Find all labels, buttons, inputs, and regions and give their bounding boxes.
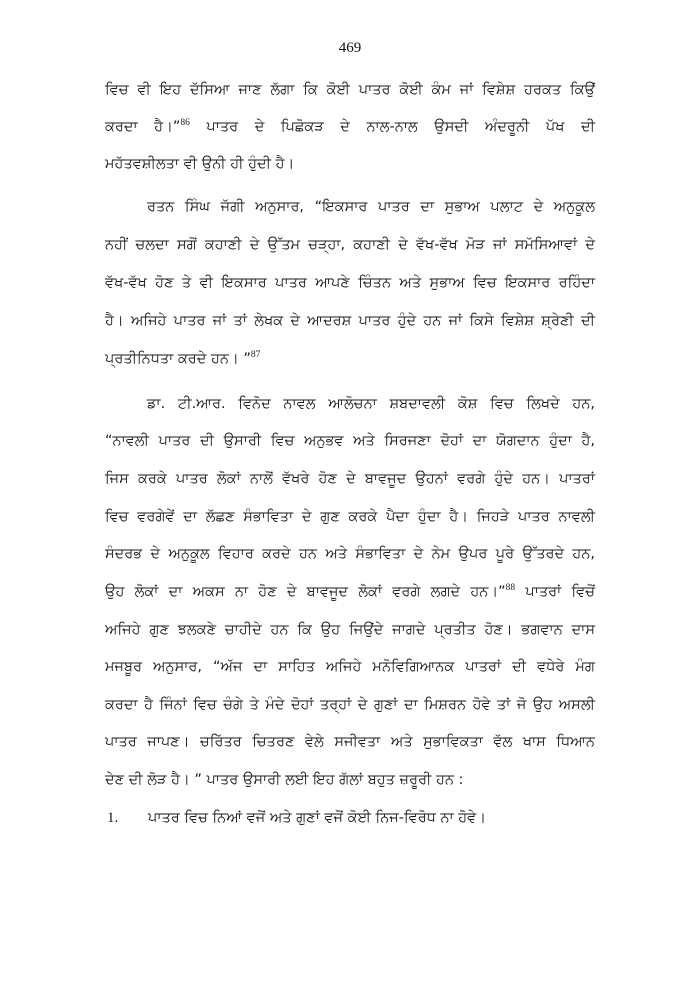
text-line: ਕਰਦਾ ਹੈ ਜਿੰਨਾਂ ਵਿਚ ਚੰਗੇ ਤੇ ਮੰਦੇ ਦੋਹਾਂ ਤਰ੍ਹਾਂ ਦੇ ਗੁਣਾਂ ਦਾ ਮਿਸ਼ਰਨ ਹੋਵੇ ਤਾਂ ਜੋ ਉਹ ਅਸਲੀ (105, 697, 595, 713)
text-line: ਵੱਖ-ਵੱਖ ਹੋਣ ਤੇ ਵੀ ਇਕਸਾਰ ਪਾਤਰ ਆਪਣੇ ਚਿੰਤਨ ਅਤੇ ਸੁਭਾਅ ਵਿਚ ਇਕਸਾਰ ਰਹਿੰਦਾ (105, 275, 595, 291)
text-line: ਜਿਸ ਕਰਕੇ ਪਾਤਰ ਲੋਕਾਂ ਨਾਲੋਂ ਵੱਖਰੇ ਹੋਣ ਦੇ ਬਾਵਜੂਦ ਉਹਨਾਂ ਵਰਗੇ ਹੁੰਦੇ ਹਨ। ਪਾਤਰਾਂ (105, 471, 595, 487)
text-line: ਮਹੱਤਵਸ਼ੀਲਤਾ ਵੀ ਉਨੀ ਹੀ ਹੁੰਦੀ ਹੈ। (105, 156, 295, 172)
text-line: ਹੈ। ਅਜਿਹੇ ਪਾਤਰ ਜਾਂ ਤਾਂ ਲੇਖਕ ਦੇ ਆਦਰਸ਼ ਪਾਤਰ ਹੁੰਦੇ ਹਨ ਜਾਂ ਕਿਸੇ ਵਿਸ਼ੇਸ਼ ਸ਼੍ਰੇਣੀ ਦੀ (105, 313, 595, 329)
text-segment: ਉਹ ਲੋਕਾਂ ਦਾ ਅਕਸ ਨਾ ਹੋਣ ਦੇ ਬਾਵਜੂਦ ਲੋਕਾਂ ਵਰਗੇ ਲਗਦੇ ਹਨ।” (105, 584, 506, 600)
text-segment: ਪਾਤਰਾਂ ਵਿਚੋਂ (515, 584, 595, 600)
text-line: ਦੇਣ ਦੀ ਲੋੜ ਹੈ। ” ਪਾਤਰ ਉਸਾਰੀ ਲਈ ਇਹ ਗੱਲਾਂ ਬਹੁਤ ਜ਼ਰੂਰੀ ਹਨ : (105, 772, 464, 788)
text-line (105, 582, 595, 602)
text-line: ਵਿਚ ਵੀ ਇਹ ਦੱਸਿਆ ਜਾਣ ਲੱਗਾ ਕਿ ਕੋਈ ਪਾਤਰ ਕੋਈ ਕੰਮ ਜਾਂ ਵਿਸ਼ੇਸ਼ ਹਰਕਤ ਕਿਉਂ (105, 82, 595, 98)
text-segment: ਪ੍ਰਤੀਨਿਧਤਾ ਕਰਦੇ ਹਨ। ” (105, 351, 251, 367)
text-line: ਪਾਤਰ ਜਾਪਣ। ਚਰਿੱਤਰ ਚਿਤਰਣ ਵੇਲੇ ਸਜੀਵਤਾ ਅਤੇ ਸੁਭਾਵਿਕਤਾ ਵੱਲ ਖਾਸ ਧਿਆਨ (105, 734, 595, 750)
text-line: ਰਤਨ ਸਿੰਘ ਜੱਗੀ ਅਨੁਸਾਰ, “ਇਕਸਾਰ ਪਾਤਰ ਦਾ ਸੁਭਾਅ ਪਲਾਟ ਦੇ ਅਨੁਕੂਲ (147, 199, 595, 215)
text-line: ਡਾ. ਟੀ.ਆਰ. ਵਿਨੋਦ ਨਾਵਲ ਆਲੋਚਨਾ ਸ਼ਬਦਾਵਲੀ ਕੋਸ਼ ਵਿਚ ਲਿਖਦੇ ਹਨ, (147, 396, 595, 412)
text-line: ਮਜਬੂਰ ਅਨੁਸਾਰ, “ਅੱਜ ਦਾ ਸਾਹਿਤ ਅਜਿਹੇ ਮਨੋਵਿਗਿਆਨਕ ਪਾਤਰਾਂ ਦੀ ਵਧੇਰੇ ਮੰਗ (105, 659, 595, 675)
page-number: 469 (338, 40, 362, 56)
footnote-ref: 86 (180, 118, 190, 128)
text-line: ਨਹੀਂ ਚਲਦਾ ਸਗੋਂ ਕਹਾਣੀ ਦੇ ਉੱਤਮ ਚੜ੍ਹਾ, ਕਹਾਣੀ ਦੇ ਵੱਖ-ਵੱਖ ਮੋੜ ਜਾਂ ਸਮੱਸਿਆਵਾਂ ਦੇ (105, 237, 595, 253)
text-line: ਅਜਿਹੇ ਗੁਣ ਝਲਕਣੇ ਚਾਹੀਦੇ ਹਨ ਕਿ ਉਹ ਜਿਉਂਦੇ ਜਾਗਦੇ ਪ੍ਰਤੀਤ ਹੋਣ। ਭਗਵਾਨ ਦਾਸ (105, 622, 595, 638)
footnote-ref: 88 (505, 583, 516, 593)
text-line (105, 117, 595, 137)
text-line: ਸੰਦਰਭ ਦੇ ਅਨੁਕੂਲ ਵਿਹਾਰ ਕਰਦੇ ਹਨ ਅਤੇ ਸੰਭਾਵਿਤਾ ਦੇ ਨੇਮ ਉਪਰ ਪੂਰੇ ਉੱਤਰਦੇ ਹਨ, (105, 546, 595, 562)
text-segment: ਕਰਦਾ ਹੈ।” (105, 119, 181, 135)
list-number: 1. (107, 810, 119, 826)
text-line (105, 349, 595, 369)
footnote-ref: 87 (250, 350, 261, 360)
list-text: ਪਾਤਰ ਵਿਚ ਨਿਆਂ ਵਜੋਂ ਅਤੇ ਗੁਣਾਂ ਵਜੋਂ ਕੋਈ ਨਿਜ-ਵਿਰੋਧ ਨਾ ਹੋਵੇ। (148, 810, 487, 826)
text-segment: ਪਾਤਰ ਦੇ ਪਿਛੋਕੜ ਦੇ ਨਾਲ-ਨਾਲ ਉਸਦੀ ਅੰਦਰੂਨੀ ਪੱਖ ਦੀ (189, 119, 595, 135)
text-line: ਵਿਚ ਵਰਗੇਵੇਂ ਦਾ ਲੱਛਣ ਸੰਭਾਵਿਤਾ ਦੇ ਗੁਣ ਕਰਕੇ ਪੈਦਾ ਹੁੰਦਾ ਹੈ। ਜਿਹੜੇ ਪਾਤਰ ਨਾਵਲੀ (105, 509, 595, 525)
text-line: “ਨਾਵਲੀ ਪਾਤਰ ਦੀ ਉਸਾਰੀ ਵਿਚ ਅਨੁਭਵ ਅਤੇ ਸਿਰਜਣਾ ਦੋਹਾਂ ਦਾ ਯੋਗਦਾਨ ਹੁੰਦਾ ਹੈ, (105, 433, 595, 449)
